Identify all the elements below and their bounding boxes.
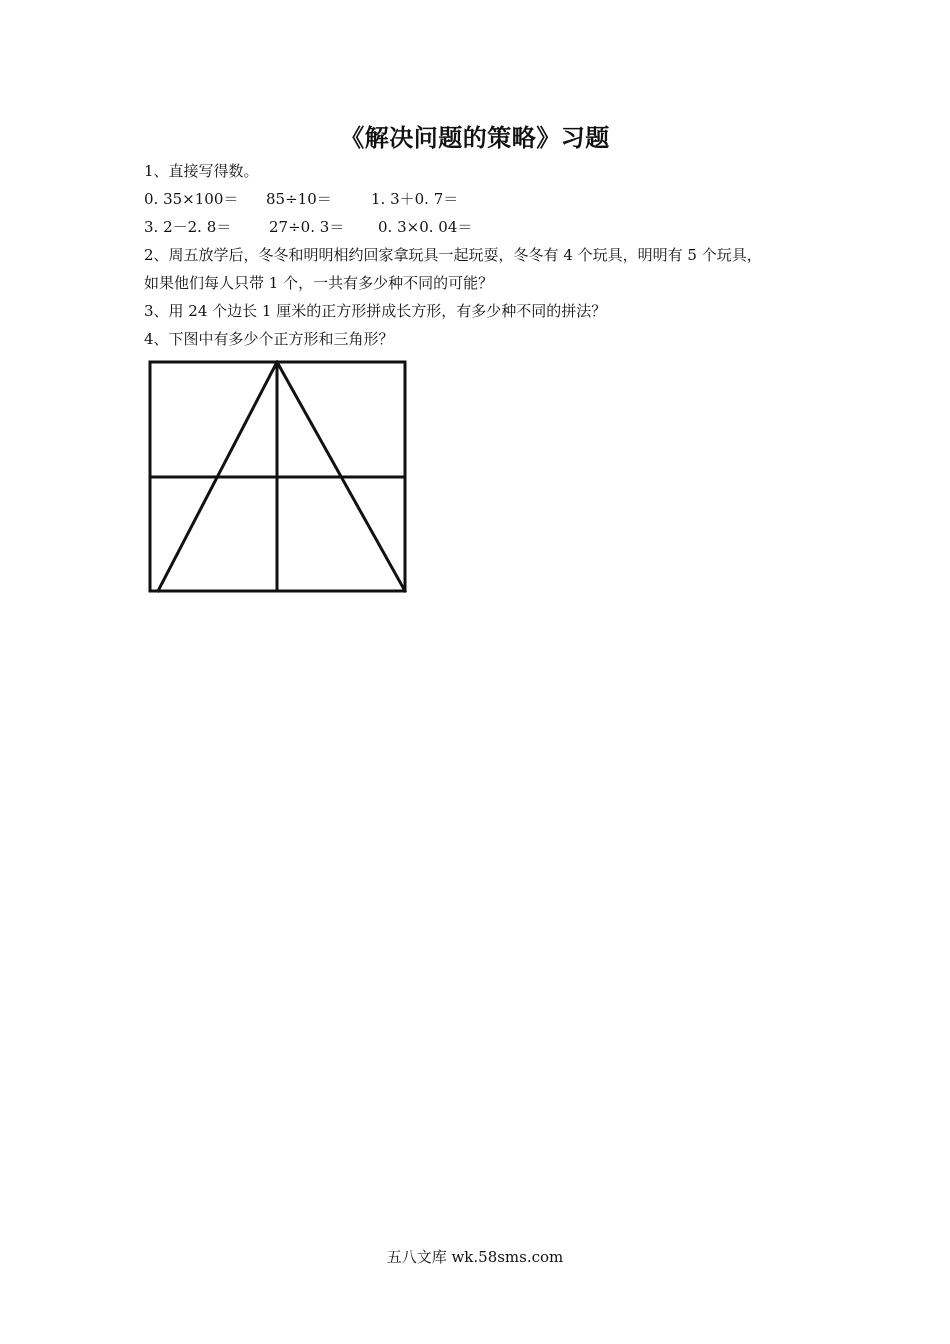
page-title: 《解决问题的策略》习题 bbox=[340, 123, 610, 152]
page-footer: 五八文库 wk.58sms.com bbox=[386, 1248, 564, 1266]
geometry-figure bbox=[144, 356, 410, 596]
calc-item: 1. 3＋0. 7＝ bbox=[371, 190, 459, 208]
calc-item: 27÷0. 3＝ bbox=[269, 218, 345, 236]
question-3: 3、用 24 个边长 1 厘米的正方形拼成长方形，有多少种不同的拼法？ bbox=[144, 302, 607, 320]
calc-item: 0. 35×100＝ bbox=[144, 190, 239, 208]
calc-item: 0. 3×0. 04＝ bbox=[378, 218, 473, 236]
question-2-line-2: 如果他们每人只带 1 个，一共有多少种不同的可能？ bbox=[144, 274, 494, 292]
question-2-line-1: 2、周五放学后，冬冬和明明相约回家拿玩具一起玩耍，冬冬有 4 个玩具，明明有 5 个玩具， bbox=[144, 246, 762, 264]
question-4: 4、下图中有多少个正方形和三角形？ bbox=[144, 330, 394, 348]
calc-item: 85÷10＝ bbox=[266, 190, 332, 208]
question-1-label: 1、直接写得数。 bbox=[144, 162, 259, 180]
calc-item: 3. 2－2. 8＝ bbox=[144, 218, 232, 236]
